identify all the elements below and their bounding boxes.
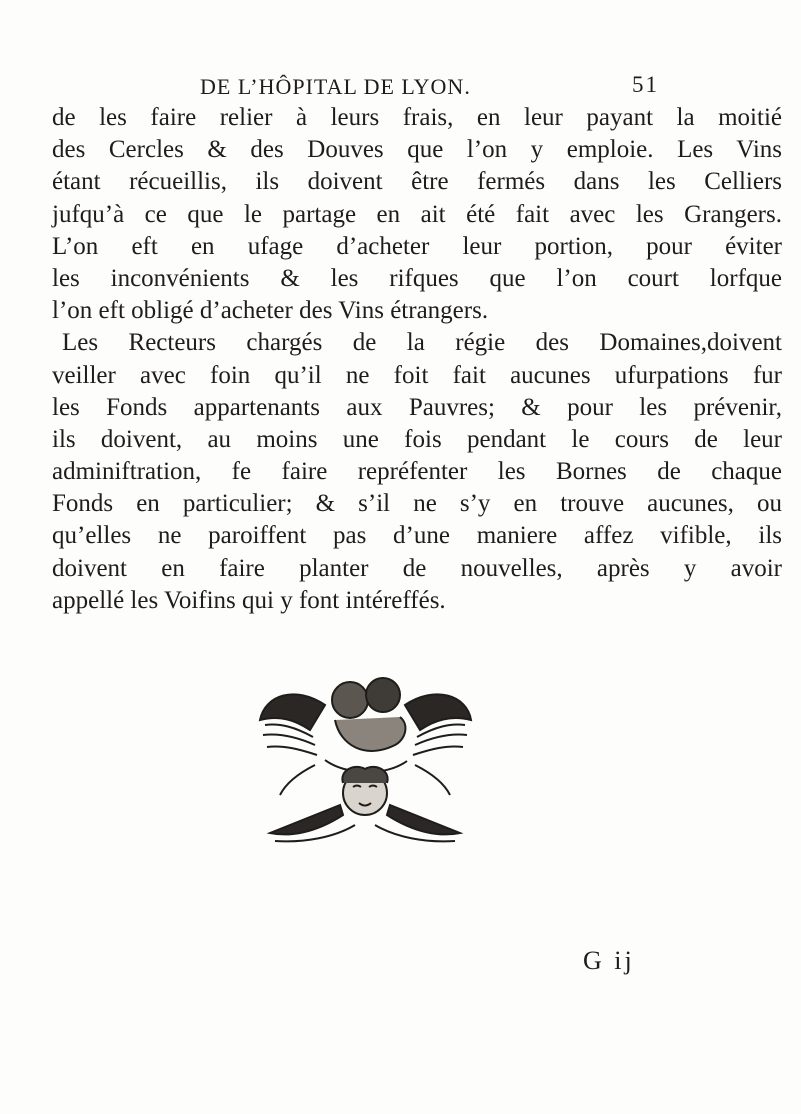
text-line: étant récueillis, ils doivent être fermés dans les Celliers (52, 168, 782, 196)
text-line: Fonds en particulier; & s’il ne s’y en trouve aucunes, ou (52, 490, 782, 518)
text-line: de les faire relier à leurs frais, en leur payant la moitié (52, 104, 782, 131)
text-line: doivent en faire planter de nouvelles, après y avoir (52, 554, 782, 582)
text-line: adminiftration, fe faire repréfenter les Bornes de chaque (52, 458, 782, 486)
text-line: des Cercles & des Douves que l’on y emploie. Les Vins (52, 136, 782, 164)
text-line: l’on eft obligé d’acheter des Vins étrangers. (52, 297, 489, 325)
text-line: les Fonds appartenants aux Pauvres; & pour les prévenir, (52, 393, 782, 421)
text-line: Les Recteurs chargés de la régie des Domaines,doivent (62, 329, 782, 357)
signature-mark: G ij (583, 946, 635, 975)
body-text (52, 102, 782, 617)
page-number: 51 (632, 72, 659, 97)
text-line: appellé les Voifins qui y font intéreffés. (52, 586, 446, 614)
cherub-vignette-icon (255, 665, 475, 855)
text-line: jufqu’à ce que le partage en ait été fait avec les Grangers. (52, 200, 782, 228)
text-line: ils doivent, au moins une fois pendant le cours de leur (52, 425, 782, 453)
running-title: DE L’HÔPITAL DE LYON. (200, 74, 471, 99)
text-line: veiller avec foin qu’il ne foit fait aucunes ufurpations fur (52, 361, 782, 389)
text-line: qu’elles ne paroiffent pas d’une maniere affez vifible, ils (52, 522, 782, 550)
text-line: L’on eft en ufage d’acheter leur portion, pour éviter (52, 232, 782, 260)
text-line: les inconvénients & les rifques que l’on court lorfque (52, 264, 782, 292)
